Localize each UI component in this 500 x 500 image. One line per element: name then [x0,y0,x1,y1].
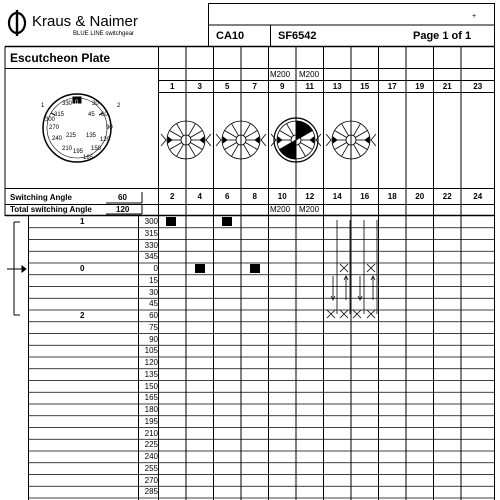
terminal-bottom-16: 16 [360,192,370,201]
terminal-bottom-18: 18 [387,192,397,201]
terminal-bottom-22: 22 [442,192,452,201]
position-angle: 105 [144,346,158,356]
brand-name: Kraus & Naimer [32,13,138,30]
contact-closed-5-6-300 [222,217,232,226]
terminal-top-3: 3 [197,82,202,91]
terminal-top-7: 7 [252,82,257,91]
dial-mark-45: 45 [88,112,95,118]
terminal-top-17: 17 [387,82,397,91]
dial-mark-300: 300 [45,117,56,123]
dial-mark-90: 90 [106,125,113,131]
position-angle: 270 [144,475,158,485]
m200-bottom-10: M200 [270,205,291,214]
contact-closed-3-4-0 [195,264,205,273]
terminal-top-11: 11 [305,82,314,91]
terminal-bottom-8: 8 [252,192,257,201]
cam-disk-icon [271,118,321,162]
position-angle: 15 [149,275,158,285]
dial-mark-195: 195 [73,149,84,155]
page-indicator: Page 1 of 1 [413,30,472,42]
terminal-top-15: 15 [360,82,370,91]
terminal-top-13: 13 [332,82,342,91]
position-angle: 225 [144,440,158,450]
m200-bottom-12: M200 [299,205,320,214]
position-angle: 60 [149,311,158,320]
dial-mark-210: 210 [62,146,73,152]
position-angle: 345 [144,252,158,262]
program-number: SF6542 [278,30,317,42]
terminal-bottom-20: 20 [415,192,425,201]
terminal-bottom-12: 12 [305,192,315,201]
position-angle: 150 [144,381,158,391]
terminal-bottom-10: 10 [277,192,287,201]
total-switching-angle-value: 120 [116,205,130,214]
position-angle: 165 [144,393,158,403]
brand-subtitle: BLUE LINE switchgear [73,31,135,37]
position-angle: 210 [144,428,158,438]
m200-top-9: M200 [270,70,291,79]
position-angle: 30 [149,287,158,297]
position-angle: 0 [153,264,158,273]
terminal-top-21: 21 [442,82,452,91]
dial-mark-150: 150 [91,146,102,152]
switching-angle-value: 60 [118,193,127,202]
position-angle: 180 [144,405,158,414]
total-switching-angle-label: Total switching Angle [10,205,92,214]
position-angle: 120 [144,358,158,367]
position-angle: 135 [144,369,158,379]
terminal-bottom-4: 4 [197,192,202,201]
position-angle: 195 [144,416,158,426]
terminal-top-9: 9 [280,82,285,91]
dial-mark-240: 240 [52,136,63,142]
position-label: 0 [80,264,85,273]
escutcheon-title: Escutcheon Plate [10,51,111,65]
dial-mark-2: 2 [117,103,121,109]
terminal-bottom-6: 6 [225,192,230,201]
terminal-top-1: 1 [170,82,175,91]
position-angle: 315 [144,228,158,238]
dial-mark-1: 1 [41,103,45,109]
terminal-top-19: 19 [415,82,425,91]
terminal-bottom-14: 14 [332,192,342,201]
position-angle: 285 [144,487,158,497]
dial-mark-315: 315 [54,112,65,118]
dial-mark-30: 30 [92,101,99,107]
position-angle: 255 [144,463,158,473]
position-angle: 240 [144,452,158,461]
position-angle: 45 [149,299,158,309]
switching-angle-label: Switching Angle [10,193,72,202]
terminal-bottom-2: 2 [170,192,175,201]
position-angle: 75 [149,322,158,332]
dial-mark-330: 330 [62,101,73,107]
m200-top-11: M200 [299,70,320,79]
dial-mark-270: 270 [49,125,60,131]
position-angle: 300 [144,217,158,226]
dial-mark-120: 120 [100,137,111,143]
position-angle: 90 [149,334,158,344]
contact-closed-1-2-300 [166,217,176,226]
position-label: 1 [80,217,85,226]
contact-closed-7-8-0 [250,264,260,273]
dial-mark-0: 0 [75,100,79,106]
transition-marks [327,220,377,318]
brand-logo-icon [6,10,28,36]
switch-type: CA10 [216,30,245,42]
dial-mark-135: 135 [86,133,97,139]
position-label: 2 [80,311,85,320]
terminal-top-23: 23 [473,82,483,91]
terminal-bottom-24: 24 [473,192,483,201]
dial-mark-165: 165 [83,155,94,161]
position-angle: 330 [144,240,158,250]
dial-mark-60: 60 [101,112,108,118]
terminal-top-5: 5 [225,82,230,91]
dial-mark-225: 225 [66,133,77,139]
small-mark: + [472,13,477,20]
